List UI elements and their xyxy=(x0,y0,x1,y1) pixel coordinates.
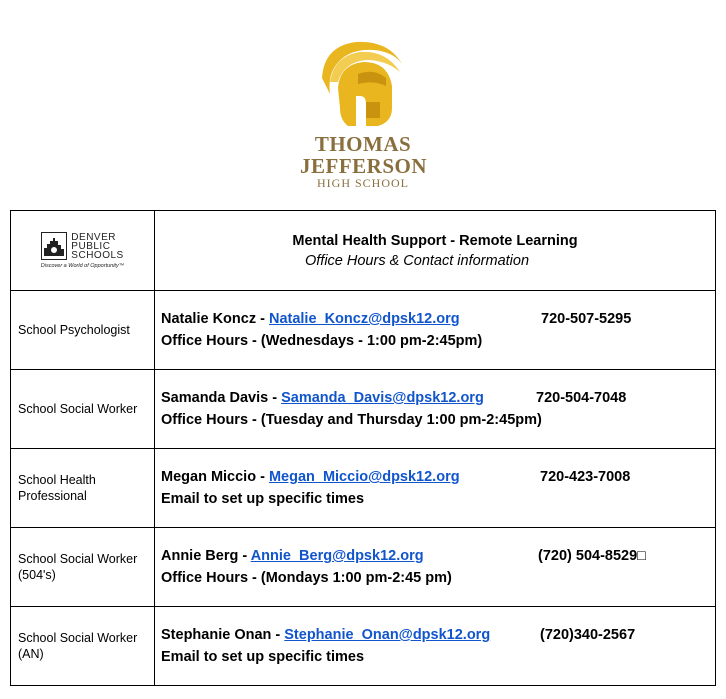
table-header-row xyxy=(11,211,716,291)
contact-table xyxy=(10,210,716,686)
district-word-2: PUBLIC xyxy=(71,240,111,252)
logo-line-high-school: HIGH SCHOOL xyxy=(317,176,409,190)
phone-number: 720-423-7008 xyxy=(540,469,631,485)
table-row xyxy=(11,291,716,370)
district-tagline: Discover a World of Opportunity™ xyxy=(40,263,125,269)
role-cell: School Social Worker (504's) xyxy=(11,528,155,607)
role-cell: School Social Worker xyxy=(11,370,155,449)
header-cell xyxy=(155,211,716,291)
spartan-helmet-icon xyxy=(300,38,426,130)
office-hours: Office Hours - (Mondays 1:00 pm-2:45 pm) xyxy=(161,570,452,586)
header-title: Mental Health Support - Remote Learning xyxy=(292,232,578,249)
school-logo xyxy=(300,38,426,190)
contact-name: Stephanie Onan - xyxy=(161,627,285,643)
email-link[interactable]: Megan_Miccio@dpsk12.org xyxy=(268,469,460,485)
district-logo-cell xyxy=(11,211,155,291)
role-cell: School Psychologist xyxy=(11,291,155,370)
email-link[interactable]: Samanda_Davis@dpsk12.org xyxy=(281,390,484,406)
role-cell: School Social Worker (AN) xyxy=(11,607,155,686)
contact-name: Megan Miccio - xyxy=(161,469,269,485)
table-row xyxy=(11,528,716,607)
contact-cell xyxy=(155,291,716,370)
contact-cell xyxy=(155,370,716,449)
dps-skyline-icon xyxy=(41,232,67,260)
role-cell: School Health Professional xyxy=(11,449,155,528)
email-link[interactable]: Annie_Berg@dpsk12.org xyxy=(250,548,424,564)
phone-number: 720-507-5295 xyxy=(541,311,632,327)
table-row xyxy=(11,370,716,449)
logo-line-thomas: THOMAS xyxy=(314,132,412,156)
table-row xyxy=(11,449,716,528)
contact-name: Annie Berg - xyxy=(161,548,251,564)
phone-number: 720-504-7048 xyxy=(536,390,627,406)
office-hours: Office Hours - (Tuesday and Thursday 1:00 pm-2:45pm) xyxy=(161,412,542,428)
email-link[interactable]: Natalie_Koncz@dpsk12.org xyxy=(268,311,460,327)
contact-name: Samanda Davis - xyxy=(161,390,282,406)
phone-number: (720)340-2567 xyxy=(540,627,636,643)
district-word-1: DENVER xyxy=(71,231,116,243)
district-logo xyxy=(11,232,154,269)
office-hours: Office Hours - (Wednesdays - 1:00 pm-2:45pm) xyxy=(161,333,483,349)
logo-line-jefferson: JEFFERSON xyxy=(300,154,428,178)
email-link[interactable]: Stephanie_Onan@dpsk12.org xyxy=(284,627,491,643)
office-hours: Email to set up specific times xyxy=(161,491,365,507)
table-row xyxy=(11,607,716,686)
contact-cell xyxy=(155,449,716,528)
contact-name: Natalie Koncz - xyxy=(161,311,269,327)
district-word-3: SCHOOLS xyxy=(71,249,124,261)
contact-cell xyxy=(155,607,716,686)
contact-cell xyxy=(155,528,716,607)
header-subtitle: Office Hours & Contact information xyxy=(305,252,530,269)
phone-number: (720) 504-8529□ xyxy=(538,548,646,564)
office-hours: Email to set up specific times xyxy=(161,649,365,665)
